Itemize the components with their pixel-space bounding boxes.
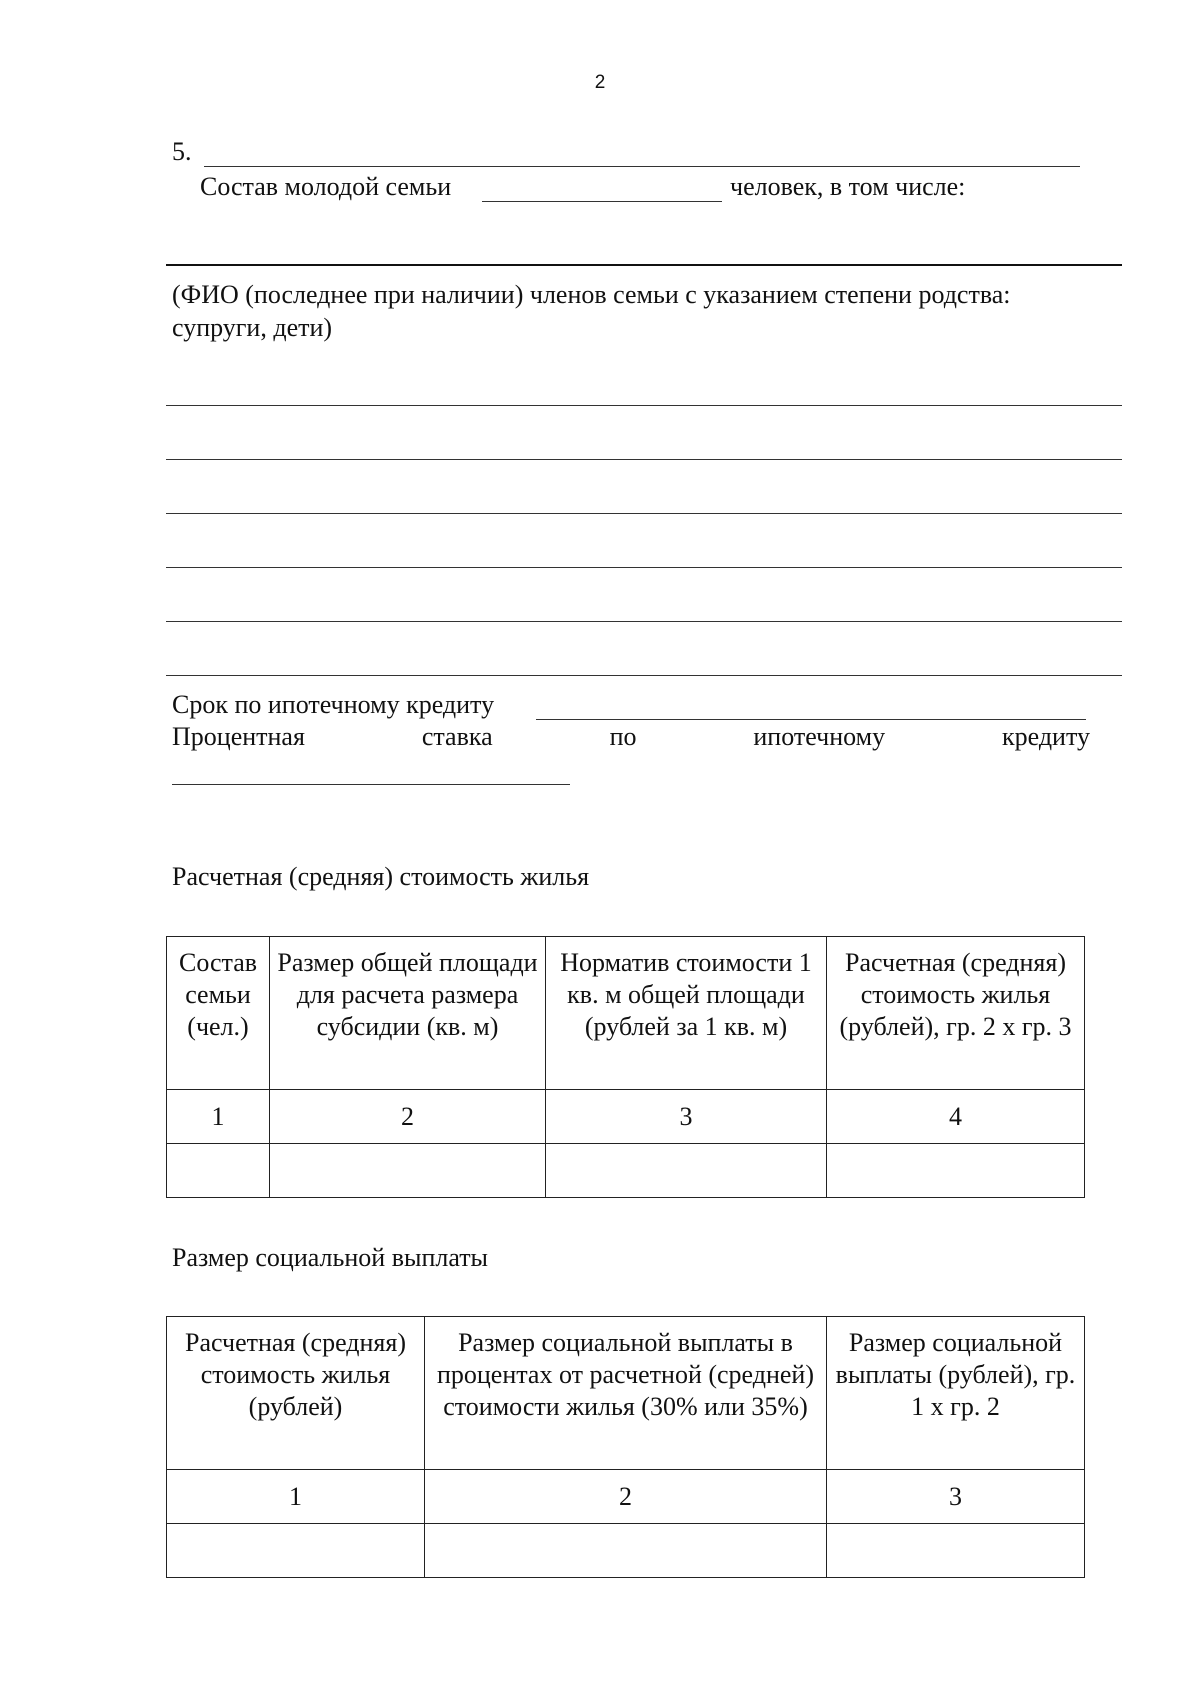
rate-word: ставка <box>421 722 493 751</box>
header-cell: Размер социальной выплаты в процентах от расчетной (средней) стоимости жилья (30% или 35%) <box>425 1317 827 1470</box>
header-cell: Норматив стоимости 1 кв. м общей площади (рублей за 1 кв. м) <box>546 937 827 1090</box>
mortgage-rate-blank[interactable] <box>172 784 570 785</box>
mortgage-rate-label <box>172 722 1090 752</box>
members-blank-line[interactable] <box>166 621 1122 622</box>
rate-word: Процентная <box>172 722 305 751</box>
payment-table <box>166 1316 1085 1578</box>
item-number: 5. <box>172 137 192 166</box>
members-caption-line1: (ФИО (последнее при наличии) членов семьи с указанием степени родства: <box>172 280 1011 309</box>
family-members-blank-line[interactable] <box>166 264 1122 266</box>
family-composition-label: Состав молодой семьи <box>200 172 452 201</box>
column-number: 2 <box>425 1470 827 1524</box>
input-cell[interactable] <box>827 1524 1085 1578</box>
input-cell[interactable] <box>167 1144 270 1198</box>
members-blank-line[interactable] <box>166 567 1122 568</box>
column-number: 2 <box>270 1090 546 1144</box>
header-cell: Размер социальной выплаты (рублей), гр. 1 х гр. 2 <box>827 1317 1085 1470</box>
input-cell[interactable] <box>425 1524 827 1578</box>
cost-table <box>166 936 1085 1198</box>
cost-table-input-row <box>167 1144 1085 1198</box>
header-cell: Состав семьи (чел.) <box>167 937 270 1090</box>
payment-table-input-row <box>167 1524 1085 1578</box>
payment-table-title: Размер социальной выплаты <box>172 1243 489 1272</box>
header-cell: Размер общей площади для расчета размера субсидии (кв. м) <box>270 937 546 1090</box>
members-blank-line[interactable] <box>166 513 1122 514</box>
input-cell[interactable] <box>167 1524 425 1578</box>
column-number: 3 <box>546 1090 827 1144</box>
cost-table-title: Расчетная (средняя) стоимость жилья <box>172 862 590 891</box>
header-cell: Расчетная (средняя) стоимость жилья (рублей), гр. 2 х гр. 3 <box>827 937 1085 1090</box>
column-number: 1 <box>167 1090 270 1144</box>
column-number: 3 <box>827 1470 1085 1524</box>
cost-table-number-row <box>167 1090 1085 1144</box>
rate-word: кредиту <box>1002 722 1090 751</box>
mortgage-term-label: Срок по ипотечному кредиту <box>172 690 495 719</box>
mortgage-term-blank[interactable] <box>536 719 1086 720</box>
members-caption-line2: супруги, дети) <box>172 313 333 342</box>
cost-table-header-row <box>167 937 1085 1090</box>
column-number: 1 <box>167 1470 425 1524</box>
rate-word: ипотечному <box>753 722 886 751</box>
payment-table-header-row <box>167 1317 1085 1470</box>
family-count-blank[interactable] <box>482 201 722 202</box>
payment-table-number-row <box>167 1470 1085 1524</box>
family-composition-suffix: человек, в том числе: <box>730 172 966 201</box>
column-number: 4 <box>827 1090 1085 1144</box>
members-blank-line[interactable] <box>166 675 1122 676</box>
input-cell[interactable] <box>546 1144 827 1198</box>
input-cell[interactable] <box>270 1144 546 1198</box>
members-blank-line[interactable] <box>166 405 1122 406</box>
members-blank-line[interactable] <box>166 459 1122 460</box>
header-cell: Расчетная (средняя) стоимость жилья (рублей) <box>167 1317 425 1470</box>
item-5-blank[interactable] <box>204 166 1080 167</box>
rate-word: по <box>609 722 637 751</box>
page-number: 2 <box>594 72 606 93</box>
input-cell[interactable] <box>827 1144 1085 1198</box>
